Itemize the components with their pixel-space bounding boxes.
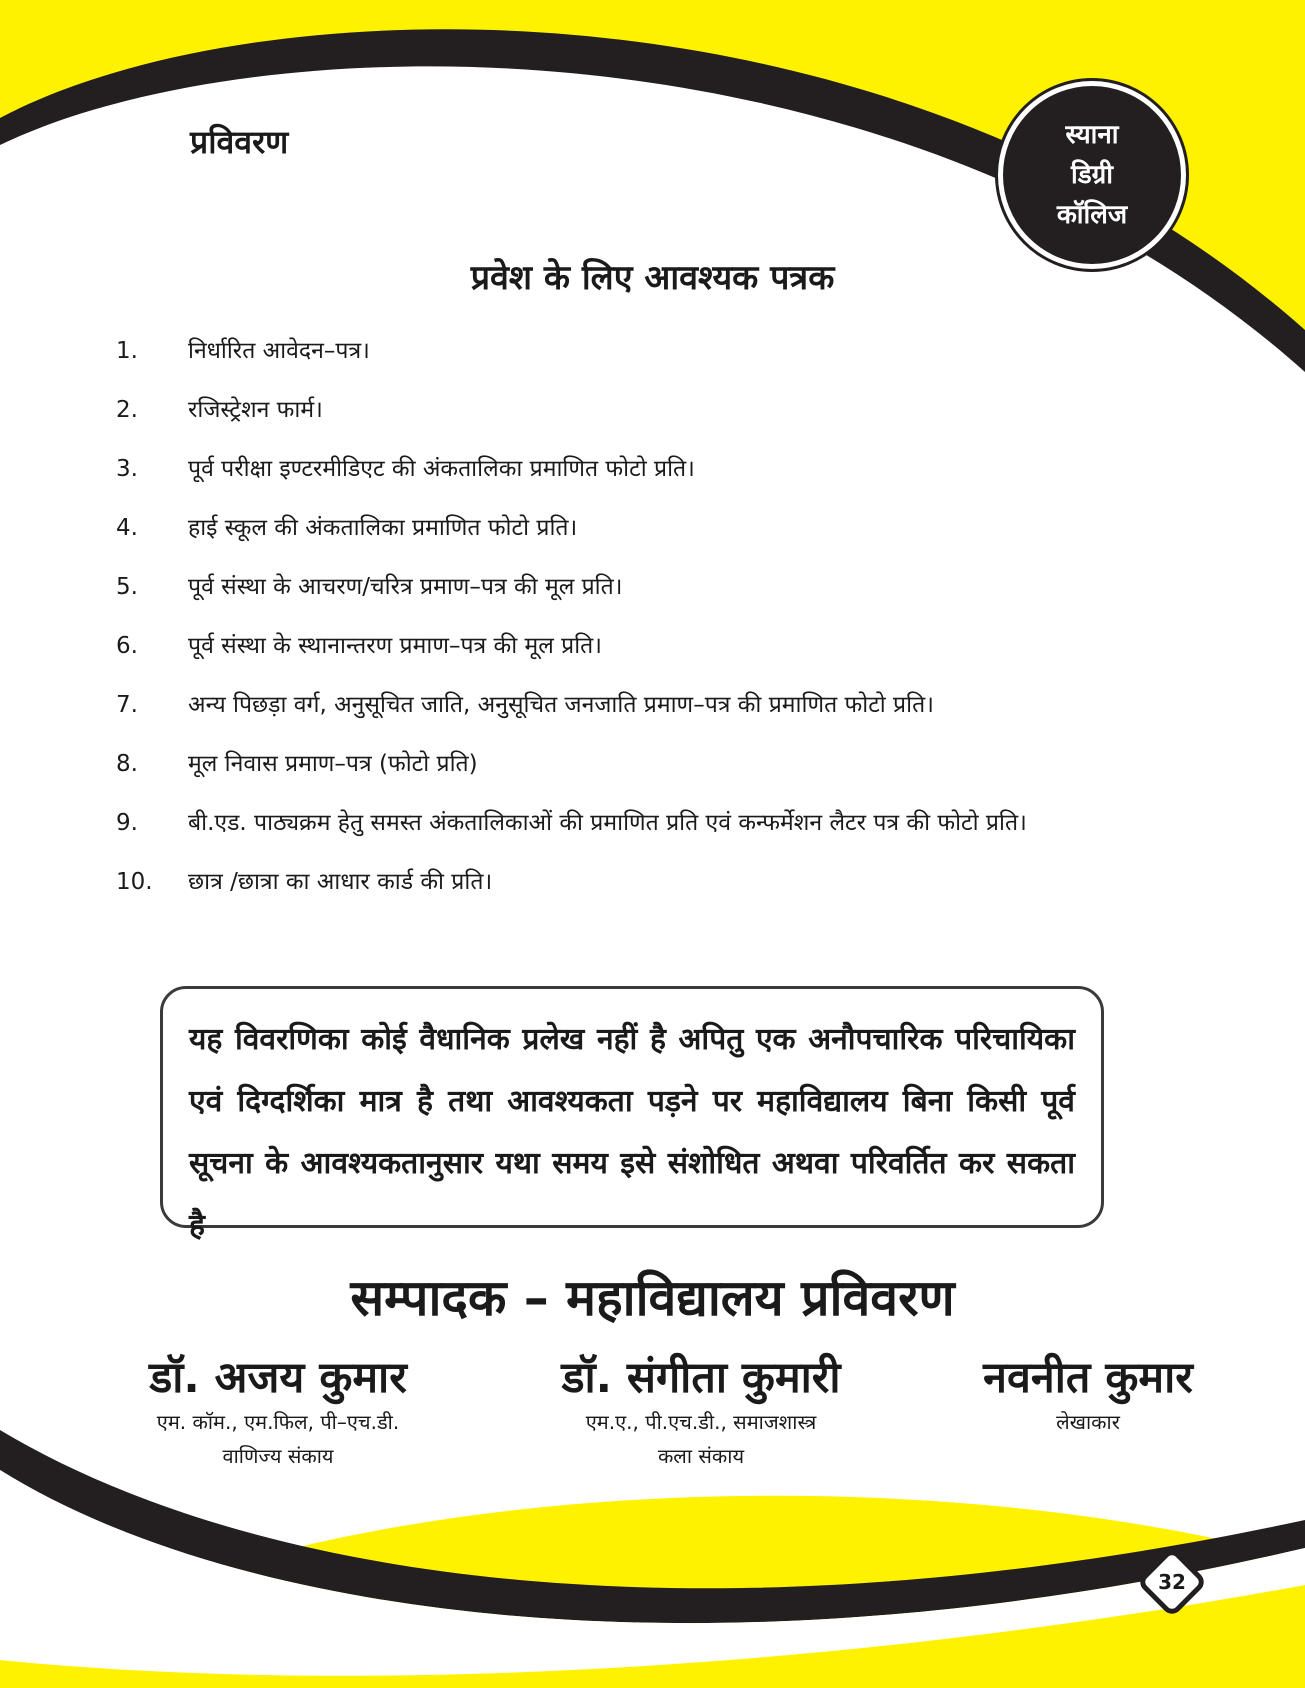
item-number: 7. [116,692,138,718]
item-text: हाई स्कूल की अंकतालिका प्रमाणित फोटो प्रति। [188,515,578,541]
editor-name: डॉ. अजय कुमार [149,1353,407,1403]
item-text: रजिस्ट्रेशन फार्म। [188,397,323,423]
item-text: मूल निवास प्रमाण–पत्र (फोटो प्रति) [188,751,478,777]
editors-title: सम्पादक – महाविद्यालय प्रविवरण [350,1269,955,1327]
college-badge [998,81,1186,269]
item-text: पूर्व संस्था के आचरण/चरित्र प्रमाण–पत्र की मूल प्रति। [188,574,623,600]
item-number: 8. [116,751,138,777]
editor-department: वाणिज्य संकाय [222,1444,334,1468]
item-text: पूर्व परीक्षा इण्टरमीडिएट की अंकतालिका प्रमाणित फोटो प्रति। [188,456,695,482]
item-text: बी.एड. पाठ्यक्रम हेतु समस्त अंकतालिकाओं की प्रमाणित प्रति एवं कन्फर्मेशन लैटर पत्र की फोटो प्रति। [188,810,1027,836]
list-item [116,393,1216,427]
badge-line-2: डिग्री [1070,160,1114,190]
list-item [116,334,1216,368]
editor-card [930,1346,1246,1439]
item-number: 4. [116,515,138,541]
list-item [116,570,1216,604]
editor-role: लेखाकार [1056,1410,1120,1434]
badge-line-3: कॉलिज [1056,200,1128,230]
documents-title: प्रवेश के लिए आवश्यक पत्रक [470,258,835,298]
list-item [116,806,1216,840]
list-item [116,688,1216,722]
editor-name: नवनीत कुमार [983,1353,1193,1403]
item-text: निर्धारित आवेदन–पत्र। [188,338,370,364]
item-number: 5. [116,574,138,600]
item-number: 9. [116,810,138,836]
list-item [116,747,1216,781]
page-number: 32 [1158,1570,1186,1594]
list-item [116,452,1216,486]
editor-card [92,1346,464,1473]
badge-line-1: स्याना [1065,120,1119,150]
editor-qualification: एम. कॉम., एम.फिल, पी–एच.डी. [156,1410,400,1434]
item-number: 6. [116,633,138,659]
item-number: 1. [116,338,138,364]
section-label: प्रविवरण [190,123,289,161]
item-text: पूर्व संस्था के स्थानान्तरण प्रमाण–पत्र की मूल प्रति। [188,633,603,659]
editor-department: कला संकाय [657,1444,745,1468]
item-number: 10. [116,869,153,895]
documents-list [116,334,1216,924]
item-number: 2. [116,397,138,423]
editor-qualification: एम.ए., पी.एच.डी., समाजशास्त्र [585,1410,817,1434]
editor-card [506,1346,896,1473]
list-item [116,629,1216,663]
item-text: छात्र /छात्रा का आधार कार्ड की प्रति। [188,869,493,895]
list-item [116,865,1216,899]
list-item [116,511,1216,545]
editor-name: डॉ. संगीता कुमारी [561,1353,841,1403]
disclaimer-text: यह विवरणिका कोई वैधानिक प्रलेख नहीं है अपितु एक अनौपचारिक परिचायिका एवं दिग्दर्शिका मात्र है तथा आवश्यकता पड़ने पर महाविद्यालय बिना किसी पूर्व सूचना के आवश्यकतानुसार यथा समय इसे संशोधित अथवा परिवर्तित कर सकता है [189,1022,1075,1243]
item-text: अन्य पिछड़ा वर्ग, अनुसूचित जाति, अनुसूचित जनजाति प्रमाण–पत्र की प्रमाणित फोटो प्रति। [188,692,934,718]
disclaimer-box [160,986,1104,1243]
item-number: 3. [116,456,138,482]
